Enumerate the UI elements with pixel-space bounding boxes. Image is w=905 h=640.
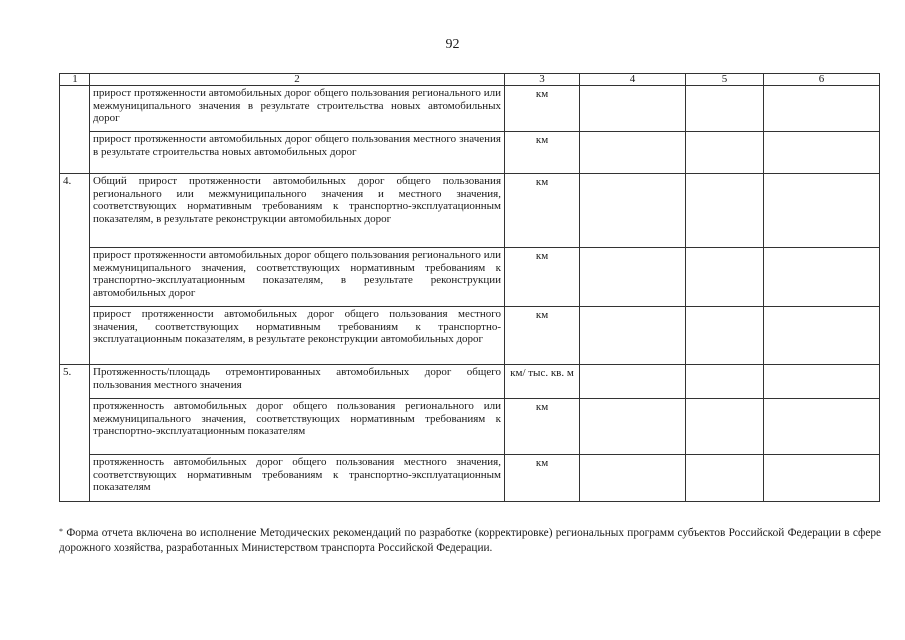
row-unit: км (505, 132, 580, 174)
row-value-col5 (686, 399, 764, 455)
report-table (59, 73, 880, 502)
page-number: 92 (445, 37, 460, 52)
row-description: прирост протяженности автомобильных дорог общего пользования регионального или межмуниципального значения в результате строительства новых автомобильных дорог (90, 86, 505, 132)
row-value-col4 (580, 174, 686, 248)
header-col-4: 4 (580, 74, 686, 86)
row-value-col6 (764, 174, 880, 248)
row-description: протяженность автомобильных дорог общего пользования местного значения, соответствующих нормативным требованиям к транспортно-эксплуатационным показателям (90, 455, 505, 502)
table-row (60, 399, 880, 455)
row-description: прирост протяженности автомобильных дорог общего пользования регионального или межмуниципального значения, соответствующих нормативным требованиям к транспортно-эксплуатационным показателям, в результате реконструкции автомобильных дорог (90, 248, 505, 307)
header-col-5: 5 (686, 74, 764, 86)
header-col-3: 3 (505, 74, 580, 86)
row-value-col4 (580, 399, 686, 455)
row-value-col5 (686, 86, 764, 132)
row-unit: км (505, 307, 580, 365)
row-value-col6 (764, 399, 880, 455)
footnote-marker: * (59, 527, 63, 536)
row-value-col6 (764, 248, 880, 307)
row-number: 4. (60, 174, 90, 365)
row-value-col6 (764, 307, 880, 365)
row-unit: км (505, 399, 580, 455)
row-value-col5 (686, 455, 764, 502)
row-value-col6 (764, 365, 880, 399)
row-value-col4 (580, 248, 686, 307)
row-description: Протяженность/площадь отремонтированных автомобильных дорог общего пользования местного значения (90, 365, 505, 399)
table-row (60, 132, 880, 174)
table-header-row (60, 74, 880, 86)
row-unit: км (505, 248, 580, 307)
row-value-col4 (580, 455, 686, 502)
row-value-col6 (764, 455, 880, 502)
row-value-col5 (686, 365, 764, 399)
table-row (60, 248, 880, 307)
row-value-col4 (580, 307, 686, 365)
row-number (60, 86, 90, 174)
row-value-col6 (764, 132, 880, 174)
footnote (59, 526, 881, 556)
row-value-col6 (764, 86, 880, 132)
row-unit: км (505, 455, 580, 502)
row-value-col4 (580, 132, 686, 174)
header-col-2: 2 (90, 74, 505, 86)
row-unit: км/ тыс. кв. м (505, 365, 580, 399)
table-row (60, 307, 880, 365)
table-row (60, 455, 880, 502)
row-value-col5 (686, 132, 764, 174)
footnote-text: Форма отчета включена во исполнение Методических рекомендаций по разработке (корректировке) региональных программ субъектов Российской Федерации в сфере дорожного хозяйства, разработанных Министерством транспорта Российской Федерации. (59, 527, 882, 554)
row-description: прирост протяженности автомобильных дорог общего пользования местного значения, соответствующих нормативным требованиям к транспортно-эксплуатационным показателям, в результате реконструкции автомобильных дорог (90, 307, 505, 365)
row-value-col4 (580, 365, 686, 399)
row-number: 5. (60, 365, 90, 502)
header-col-6: 6 (764, 74, 880, 86)
row-description: протяженность автомобильных дорог общего пользования регионального или межмуниципального значения, соответствующих нормативным требованиям к транспортно-эксплуатационным показателям (90, 399, 505, 455)
row-unit: км (505, 174, 580, 248)
row-value-col5 (686, 248, 764, 307)
table-row (60, 174, 880, 248)
table-row (60, 86, 880, 132)
table-row (60, 365, 880, 399)
row-value-col4 (580, 86, 686, 132)
row-description: Общий прирост протяженности автомобильных дорог общего пользования регионального или межмуниципального значения и местного значения, соответствующих нормативным требованиям к транспортно-эксплуатационным показателям, в результате реконструкции автомобильных дорог (90, 174, 505, 248)
header-col-1: 1 (60, 74, 90, 86)
row-unit: км (505, 86, 580, 132)
row-value-col5 (686, 174, 764, 248)
row-value-col5 (686, 307, 764, 365)
row-description: прирост протяженности автомобильных дорог общего пользования местного значения в результате строительства новых автомобильных дорог (90, 132, 505, 174)
